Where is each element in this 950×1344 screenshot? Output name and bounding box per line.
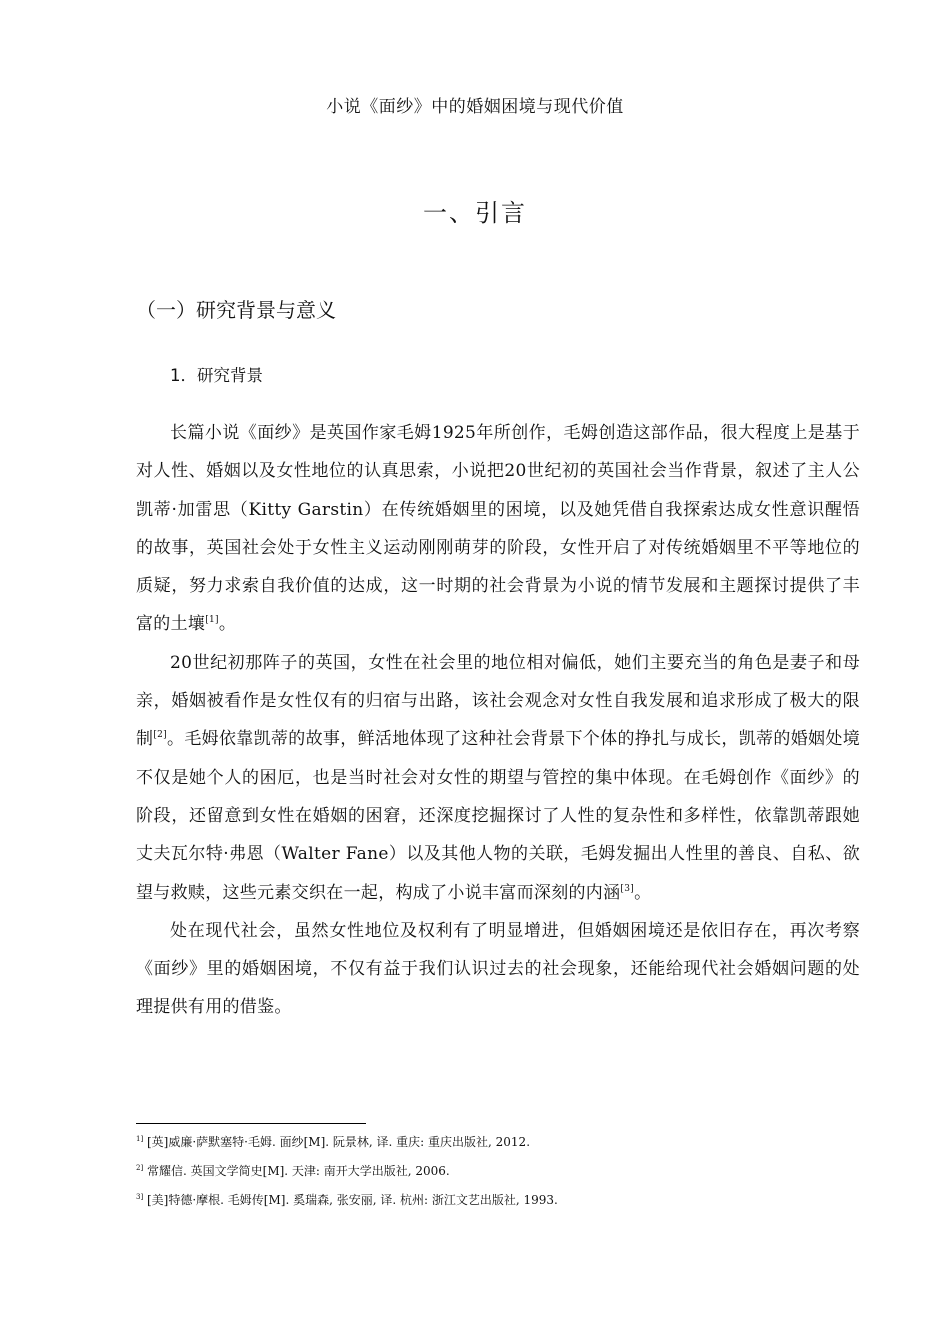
section-heading: （一）研究背景与意义 [136, 298, 336, 322]
footnote-2 [136, 1163, 860, 1179]
paragraph-1-text: 长篇小说《面纱》是英国作家毛姆1925年所创作，毛姆创造这部作品，很大程度上是基于对人性、婚姻以及女性地位的认真思索，小说把20世纪初的英国社会当作背景，叙述了主人公凯蒂·加雷思（Kitty Garstin）在传统婚姻里的困境，以及她凭借自我探索达成女性意识醒悟的故事，英国社会处于女性主义运动刚刚萌芽的阶段，女性开启了对传统婚姻里不平等地位的质疑，努力求索自我价值的达成，这一时期的社会背景为小说的情节发展和主题探讨提供了丰富的土壤 [136, 423, 860, 635]
paragraph-1-end: 。 [218, 614, 237, 635]
footnote-ref-1[interactable]: [1] [205, 615, 219, 626]
footnote-ref-3[interactable]: [3] [620, 883, 635, 894]
footnote-text-1: [英]威廉·萨默塞特·毛姆. 面纱[M]. 阮景林, 译. 重庆: 重庆出版社, 2012. [143, 1135, 531, 1149]
footnote-text-2: 常耀信. 英国文学简史[M]. 天津: 南开大学出版社, 2006. [143, 1164, 450, 1178]
footnotes [136, 1134, 860, 1221]
chapter-heading: 一、引言 [423, 199, 527, 227]
footnote-mark-2: 2] [136, 1164, 144, 1172]
paragraph-2-end: 。 [634, 882, 652, 903]
body-text [136, 414, 860, 1027]
footnote-divider [136, 1123, 366, 1124]
paragraph-2-text-b: 。毛姆依靠凯蒂的故事，鲜活地体现了这种社会背景下个体的挣扎与成长，凯蒂的婚姻处境不仅是她个人的困厄，也是当时社会对女性的期望与管控的集中体现。在毛姆创作《面纱》的阶段，还留意到女性在婚姻的困窘，还深度挖掘探讨了人性的复杂性和多样性，依靠凯蒂跟她丈夫瓦尔特·弗恩（Walter Fane）以及其他人物的关联，毛姆发掘出人性里的善良、自私、欲望与救赎，这些元素交织在一起，构成了小说丰富而深刻的内涵 [136, 729, 860, 903]
footnote-1 [136, 1134, 860, 1150]
footnote-mark-3: 3] [136, 1193, 144, 1201]
subsection-heading: 1．研究背景 [170, 366, 263, 385]
footnote-ref-2[interactable]: [2] [153, 730, 167, 741]
running-title: 小说《面纱》中的婚姻困境与现代价值 [326, 97, 624, 117]
footnote-mark-1: 1] [136, 1135, 144, 1143]
footnote-text-3: [美]特德·摩根. 毛姆传[M]. 奚瑞森, 张安丽, 译. 杭州: 浙江文艺出版社, 1993. [143, 1193, 558, 1207]
paragraph-2-text-a: 20世纪初那阵子的英国，女性在社会里的地位相对偏低，她们主要充当的角色是妻子和母亲，婚姻被看作是女性仅有的归宿与出路，该社会观念对女性自我发展和追求形成了极大的限制 [136, 652, 860, 750]
paragraph-3: 处在现代社会，虽然女性地位及权利有了明显增进，但婚姻困境还是依旧存在，再次考察《面纱》里的婚姻困境，不仅有益于我们认识过去的社会现象，还能给现代社会婚姻问题的处理提供有用的借鉴。 [136, 920, 860, 1018]
paragraph-2 [136, 644, 860, 912]
footnote-3 [136, 1192, 860, 1208]
paragraph-1 [136, 414, 860, 644]
